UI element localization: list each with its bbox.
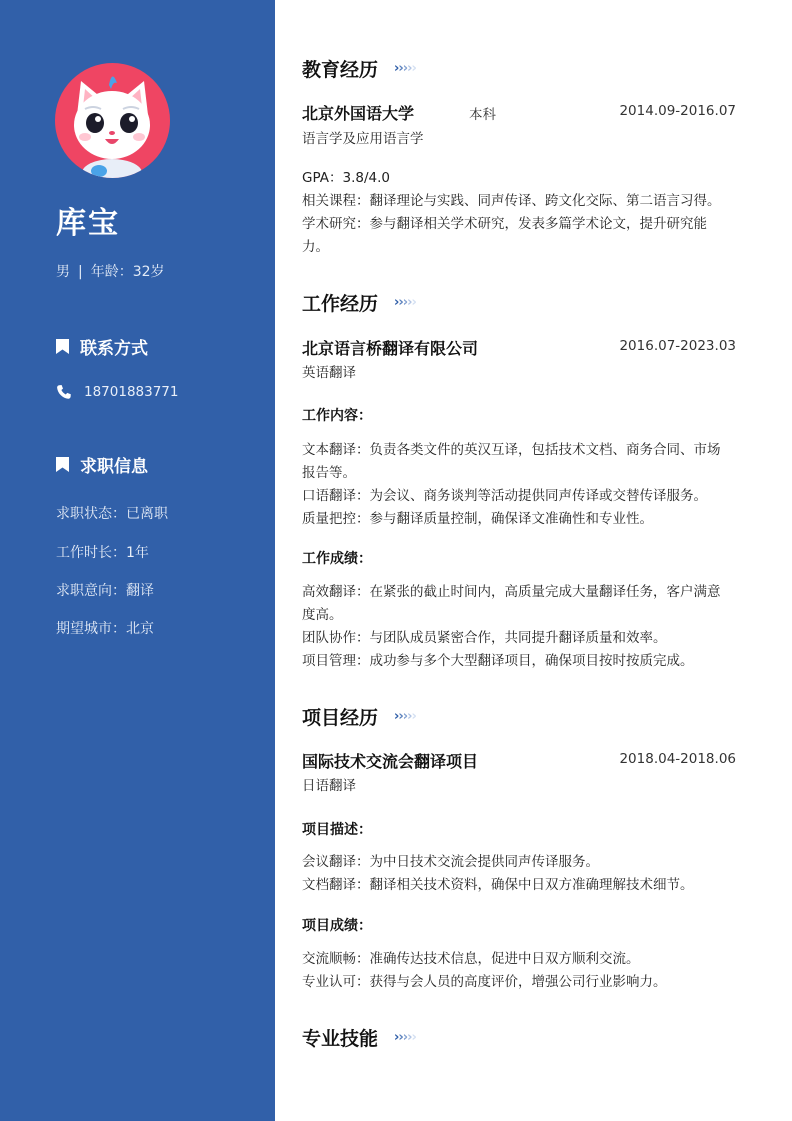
project-role: 日语翻译	[302, 778, 356, 794]
project-result-line: 专业认可：获得与会人员的高度评价，增强公司行业影响力。	[302, 974, 667, 990]
info-separator: |	[78, 264, 83, 280]
project-result-line: 交流顺畅：准确传达技术信息，促进中日双方顺利交流。	[302, 951, 640, 967]
education-line: 相关课程：翻译理论与实践、同声传译、跨文化交际、第二语言习得。	[302, 193, 721, 209]
work-result-line: 项目管理：成功参与多个大型翻译项目，确保项目按时按质完成。	[302, 653, 694, 669]
sidebar	[0, 0, 275, 1121]
education-line: 力。	[302, 239, 329, 255]
basic-info	[56, 261, 165, 281]
skills-section-title: 专业技能 › › › › ›	[302, 1028, 416, 1050]
work-result-heading: 工作成绩：	[302, 551, 372, 567]
project-result-heading: 项目成绩：	[302, 918, 372, 934]
gender: 男	[56, 264, 70, 280]
work-content-line: 口语翻译：为会议、商务谈判等活动提供同声传译或交替传译服务。	[302, 488, 707, 504]
school-name: 北京外国语大学	[302, 104, 415, 123]
phone-row	[56, 384, 178, 400]
project-name: 国际技术交流会翻译项目	[302, 752, 479, 771]
phone-number: 18701883771	[84, 384, 179, 400]
age: 年龄：32岁	[90, 264, 165, 280]
work-content-line: 报告等。	[302, 465, 356, 481]
degree: 本科	[469, 107, 496, 123]
work-content-line: 文本翻译：负责各类文件的英汉互译，包括技术文档、商务合同、市场	[302, 442, 721, 458]
work-section-title: 工作经历 › › › › ›	[302, 293, 416, 315]
education-line: GPA：3.8/4.0	[302, 170, 390, 186]
work-result-line: 团队协作：与团队成员紧密合作，共同提升翻译质量和效率。	[302, 630, 667, 646]
work-result-line: 度高。	[302, 607, 343, 623]
work-content-heading: 工作内容：	[302, 408, 372, 424]
chevrons-decoration: › › › › ›	[394, 61, 416, 76]
education-line: 学术研究：参与翻译相关学术研究，发表多篇学术论文，提升研究能	[302, 216, 707, 232]
phone-icon	[56, 384, 72, 400]
job-info-heading	[56, 452, 148, 477]
education-section-title: 教育经历 › › › › ›	[302, 59, 416, 81]
work-result-line: 高效翻译：在紧张的截止时间内，高质量完成大量翻译任务，客户满意	[302, 584, 721, 600]
job-intention: 求职意向：翻译	[56, 583, 154, 599]
contact-title: 联系方式	[80, 339, 148, 359]
job-status: 求职状态：已离职	[56, 506, 168, 522]
project-desc-line: 文档翻译：翻译相关技术资料，确保中日双方准确理解技术细节。	[302, 877, 694, 893]
company-name: 北京语言桥翻译有限公司	[302, 339, 479, 358]
cat-mascot-icon	[55, 63, 170, 178]
work-date: 2016.07-2023.03	[619, 338, 736, 354]
job-info-title: 求职信息	[80, 457, 148, 477]
work-role: 英语翻译	[302, 365, 356, 381]
bookmark-icon	[56, 339, 69, 354]
major: 语言学及应用语言学	[302, 131, 424, 147]
education-date: 2014.09-2016.07	[619, 103, 736, 119]
chevrons-decoration: › › › › ›	[394, 295, 416, 310]
work-content-line: 质量把控：参与翻译质量控制，确保译文准确性和专业性。	[302, 511, 653, 527]
project-section-title: 项目经历 › › › › ›	[302, 707, 416, 729]
chevrons-decoration: › › › › ›	[394, 1030, 416, 1045]
avatar	[55, 63, 170, 178]
expected-city: 期望城市：北京	[56, 621, 154, 637]
chevrons-decoration: › › › › ›	[394, 709, 416, 724]
project-desc-heading: 项目描述：	[302, 822, 372, 838]
work-duration: 工作时长：1年	[56, 545, 149, 561]
bookmark-icon	[56, 457, 69, 472]
contact-heading	[56, 334, 148, 359]
project-desc-line: 会议翻译：为中日技术交流会提供同声传译服务。	[302, 854, 599, 870]
project-date: 2018.04-2018.06	[619, 751, 736, 767]
candidate-name: 库宝	[56, 206, 120, 241]
